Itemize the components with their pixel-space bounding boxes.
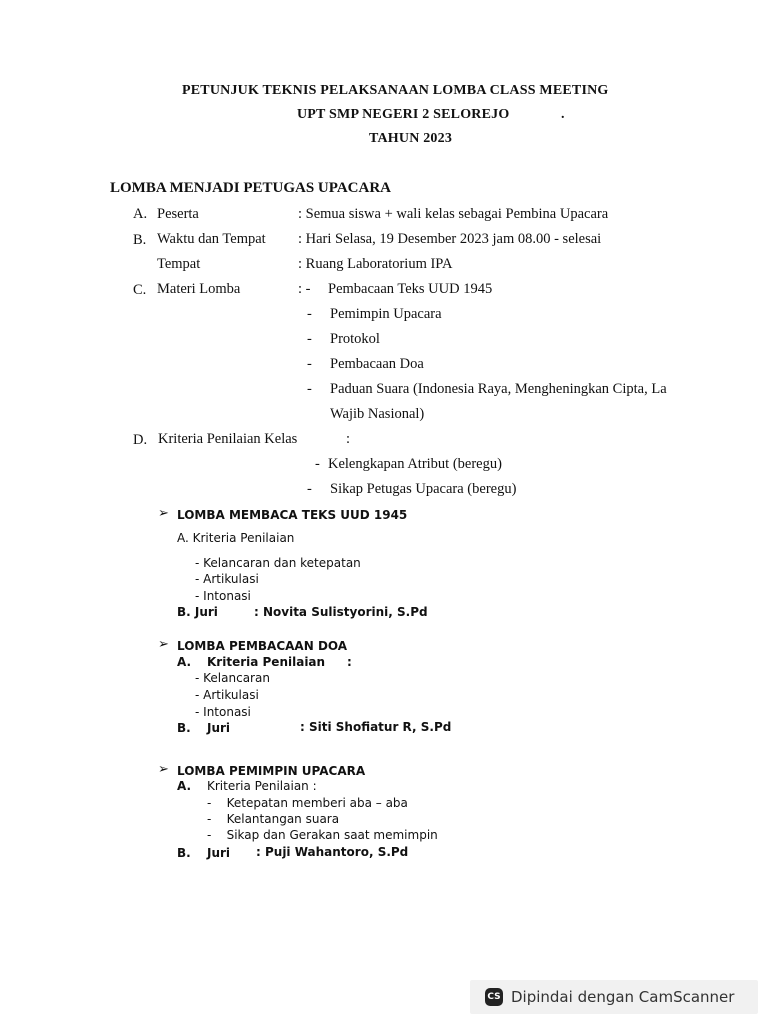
kriteria-item: - Kelancaran dan ketepatan	[195, 556, 361, 570]
kriteria-colon: :	[347, 655, 352, 669]
item-letter-d: D.	[133, 432, 148, 448]
doc-title-line3: TAHUN 2023	[369, 131, 453, 146]
kriteria-item: - Artikulasi	[195, 572, 259, 586]
materi-item: Pemimpin Upacara	[330, 306, 442, 322]
section-title-petugas-upacara: LOMBA MENJADI PETUGAS UPACARA	[110, 180, 391, 196]
materi-item: Pembacaan Teks UUD 1945	[328, 281, 493, 297]
doc-title-line1: PETUNJUK TEKNIS PELAKSANAAN LOMBA CLASS MEETING	[182, 83, 609, 98]
kriteria-label: A. Kriteria Penilaian	[177, 531, 295, 545]
juri-value: : Novita Sulistyorini, S.Pd	[254, 605, 428, 619]
item-letter-b: B.	[177, 721, 191, 735]
bullet-dash: -	[307, 356, 312, 372]
materi-item: Protokol	[330, 331, 380, 347]
doc-title-dot: .	[561, 107, 565, 122]
label-peserta: Peserta	[157, 206, 199, 222]
materi-item-continued: Wajib Nasional)	[330, 406, 425, 422]
kriteria-item: Kelengkapan Atribut (beregu)	[328, 456, 502, 472]
bullet-dash: -	[307, 481, 312, 497]
doc-title-line2: UPT SMP NEGERI 2 SELOREJO	[297, 107, 510, 122]
arrow-bullet-icon: ➢	[158, 637, 169, 652]
juri-value: : Siti Shofiatur R, S.Pd	[300, 720, 452, 734]
item-letter-c: C.	[133, 282, 147, 298]
label-kriteria-kelas: Kriteria Penilaian Kelas	[158, 431, 298, 447]
juri-label: B. Juri	[177, 605, 218, 619]
kriteria-colon: :	[346, 431, 351, 447]
kriteria-item: - Artikulasi	[195, 688, 259, 702]
juri-label: Juri	[207, 721, 231, 735]
section-title-pembacaan-doa: LOMBA PEMBACAAN DOA	[177, 639, 348, 653]
label-materi-lomba: Materi Lomba	[157, 281, 241, 297]
materi-colon: : -	[298, 281, 311, 297]
watermark-text: Dipindai dengan CamScanner	[511, 988, 735, 1006]
item-letter-a: A.	[177, 655, 192, 669]
kriteria-item: - Ketepatan memberi aba – aba	[207, 796, 408, 810]
bullet-dash: -	[315, 456, 320, 472]
item-letter-b: B.	[133, 232, 147, 248]
kriteria-item: - Kelantangan suara	[207, 812, 340, 826]
kriteria-item: - Intonasi	[195, 705, 251, 719]
kriteria-item: Sikap Petugas Upacara (beregu)	[330, 481, 517, 497]
section-title-membaca-uud: LOMBA MEMBACA TEKS UUD 1945	[177, 508, 408, 522]
label-tempat: Tempat	[157, 256, 201, 272]
materi-item: Paduan Suara (Indonesia Raya, Mengheningkan Cipta, La	[330, 381, 667, 397]
camscanner-logo-icon: CS	[485, 988, 503, 1006]
kriteria-label: Kriteria Penilaian :	[207, 779, 317, 793]
materi-item: Pembacaan Doa	[330, 356, 424, 372]
camscanner-watermark	[470, 980, 758, 1014]
item-letter-a: A.	[133, 206, 148, 222]
bullet-dash: -	[307, 306, 312, 322]
value-waktu: : Hari Selasa, 19 Desember 2023 jam 08.00 - selesai	[298, 231, 602, 247]
kriteria-item: - Intonasi	[195, 589, 251, 603]
bullet-dash: -	[307, 331, 312, 347]
bullet-dash: -	[307, 381, 312, 397]
kriteria-item: - Kelancaran	[195, 671, 270, 685]
label-waktu-tempat: Waktu dan Tempat	[157, 231, 266, 247]
arrow-bullet-icon: ➢	[158, 762, 169, 777]
value-tempat: : Ruang Laboratorium IPA	[298, 256, 453, 272]
item-letter-a: A.	[177, 779, 192, 793]
section-title-pemimpin-upacara: LOMBA PEMIMPIN UPACARA	[177, 764, 366, 778]
kriteria-item: - Sikap dan Gerakan saat memimpin	[207, 828, 438, 842]
juri-label: Juri	[207, 846, 231, 860]
juri-value: : Puji Wahantoro, S.Pd	[256, 845, 409, 859]
value-peserta: : Semua siswa + wali kelas sebagai Pembina Upacara	[298, 206, 609, 222]
arrow-bullet-icon: ➢	[158, 506, 169, 521]
item-letter-b: B.	[177, 846, 191, 860]
kriteria-label: Kriteria Penilaian	[207, 655, 326, 669]
